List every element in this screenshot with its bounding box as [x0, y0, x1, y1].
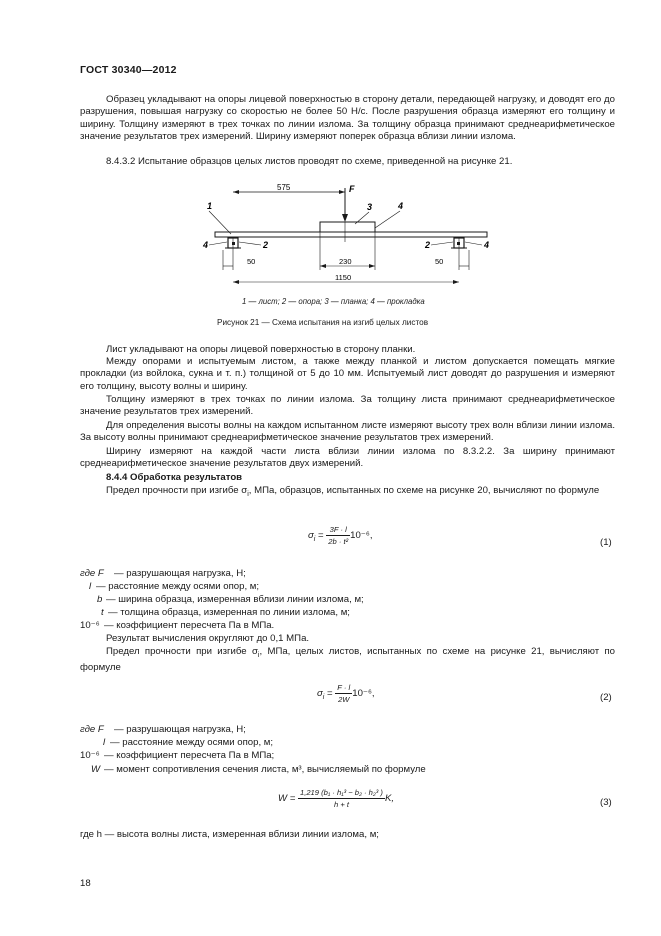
formula-3-number: (3) — [600, 797, 612, 808]
heading-8-4-4: 8.4.4 Обработка результатов — [106, 472, 243, 483]
label-1: 1 — [207, 201, 213, 211]
dim-label-575: 575 — [277, 183, 291, 192]
force-label: F — [349, 184, 355, 194]
formula-1: $\sigma_i$ = $\frac{3F \cdot l}{\text{2b · t²}}$ 10⁻⁶, — [308, 525, 373, 546]
leader-4-right — [465, 242, 482, 245]
paragraph-specimen-placement: Образец укладывают на опоры лицевой поверхностью в сторону детали, передающей нагрузку, и доводят его до разрушения, повышая нагрузку со скоростью не более 50 Н/с. После разрушения образца измеряют его толщину и ширину. Толщину измеряют в трех точках по линии излома. За толщину образца принимают среднеарифметическое значение результатов трех измерений. Ширину измеряют поперек образца вблизи линии излома. — [80, 94, 615, 143]
where-h: где h — высота волны листа, измеренная вблизи линии излома, м; — [80, 829, 379, 840]
dim-label-1150: 1150 — [335, 273, 352, 282]
paragraph-soft-pads: Между опорами и испытуемым листом, а также между планкой и листом допускается помещать мягкие прокладки (из войлока, сукна и т. п.) толщиной от 5 до 10 мм. Испытуемый лист доводят до разрушения и измеряют его толщину, высоту волны и ширину. — [80, 356, 615, 392]
dim-label-50-left: 50 — [247, 257, 256, 266]
paragraph-wave-height: Для определения высоты волны на каждом испытанном листе измеряют высоту трех волн вблизи линии излома. За высоту волны принимают среднеарифметическое значение результатов трех измерений. — [80, 420, 615, 444]
support-right-pin — [457, 242, 460, 245]
leader-4-top — [375, 211, 400, 228]
figure-21-diagram — [195, 180, 505, 290]
label-4-right: 4 — [484, 240, 490, 250]
support-left-pin — [232, 242, 235, 245]
paragraph-width: Ширину измеряют на каждой части листа вблизи линии излома по 8.3.2.2. За ширину принимают среднеарифметическое значение результатов двух измерений. — [80, 446, 615, 470]
dim-label-50-right: 50 — [435, 257, 444, 266]
plank — [320, 222, 375, 232]
paragraph-formula-1-intro: Предел прочности при изгибе $\sigma_i$, МПа, образцов, испытанных по схеме на рисунке 20, вычисляют по формуле — [106, 485, 600, 498]
paragraph-formula-2-intro: Предел прочности при изгибе $\sigma_i$, МПа, целых листов, испытанных по схеме на рисунке 21, вычисляют по формуле — [80, 646, 615, 674]
formula-1-number: (1) — [600, 537, 612, 548]
formula-2: $\sigma_i$ = $\frac{F \cdot l}{2W}$ 10⁻⁶, — [317, 683, 375, 704]
dim-1150-arrow-left — [233, 280, 239, 284]
label-2-left: 2 — [263, 240, 269, 250]
document-header: ГОСТ 30340—2012 — [80, 64, 177, 76]
formula-2-number: (2) — [600, 692, 612, 703]
dim-arrow-right — [339, 190, 345, 194]
dim-230-arrow-right — [369, 264, 375, 268]
label-2-right: 2 — [425, 240, 431, 250]
figure-caption: Рисунок 21 — Схема испытания на изгиб целых листов — [217, 318, 429, 327]
label-3: 3 — [367, 202, 373, 212]
label-4-top: 4 — [398, 201, 404, 211]
label-4-left: 4 — [203, 240, 209, 250]
leader-4-left — [209, 242, 227, 245]
sheet — [215, 232, 487, 237]
paragraph-sheet-placement: Лист укладывают на опоры лицевой поверхностью в сторону планки. — [106, 344, 416, 355]
dim-230-arrow-left — [320, 264, 326, 268]
paragraph-rounding: Результат вычисления округляют до 0,1 МПа. — [106, 633, 310, 644]
page-number: 18 — [80, 878, 91, 889]
dim-1150-arrow-right — [453, 280, 459, 284]
paragraph-8-4-3-2: 8.4.3.2 Испытание образцов целых листов проводят по схеме, приведенной на рисунке 21. — [106, 156, 513, 167]
paragraph-thickness: Толщину измеряют в трех точках по линии излома. За толщину листа принимают среднеарифметическое значение результатов трех измерений. — [80, 394, 615, 418]
leader-1 — [209, 211, 231, 234]
dim-arrow-left — [233, 190, 239, 194]
leader-2-left — [239, 242, 261, 245]
figure-key: 1 — лист; 2 — опора; 3 — планка; 4 — прокладка — [242, 297, 425, 306]
formula-3: W = $\frac{\text{1,219 (b₁ · h₁³ − b₂ · h₂³ )}}{h + t}$ K, — [278, 788, 395, 809]
leader-2-right — [431, 242, 453, 245]
dim-label-230: 230 — [339, 257, 352, 266]
force-arrowhead — [342, 214, 348, 222]
